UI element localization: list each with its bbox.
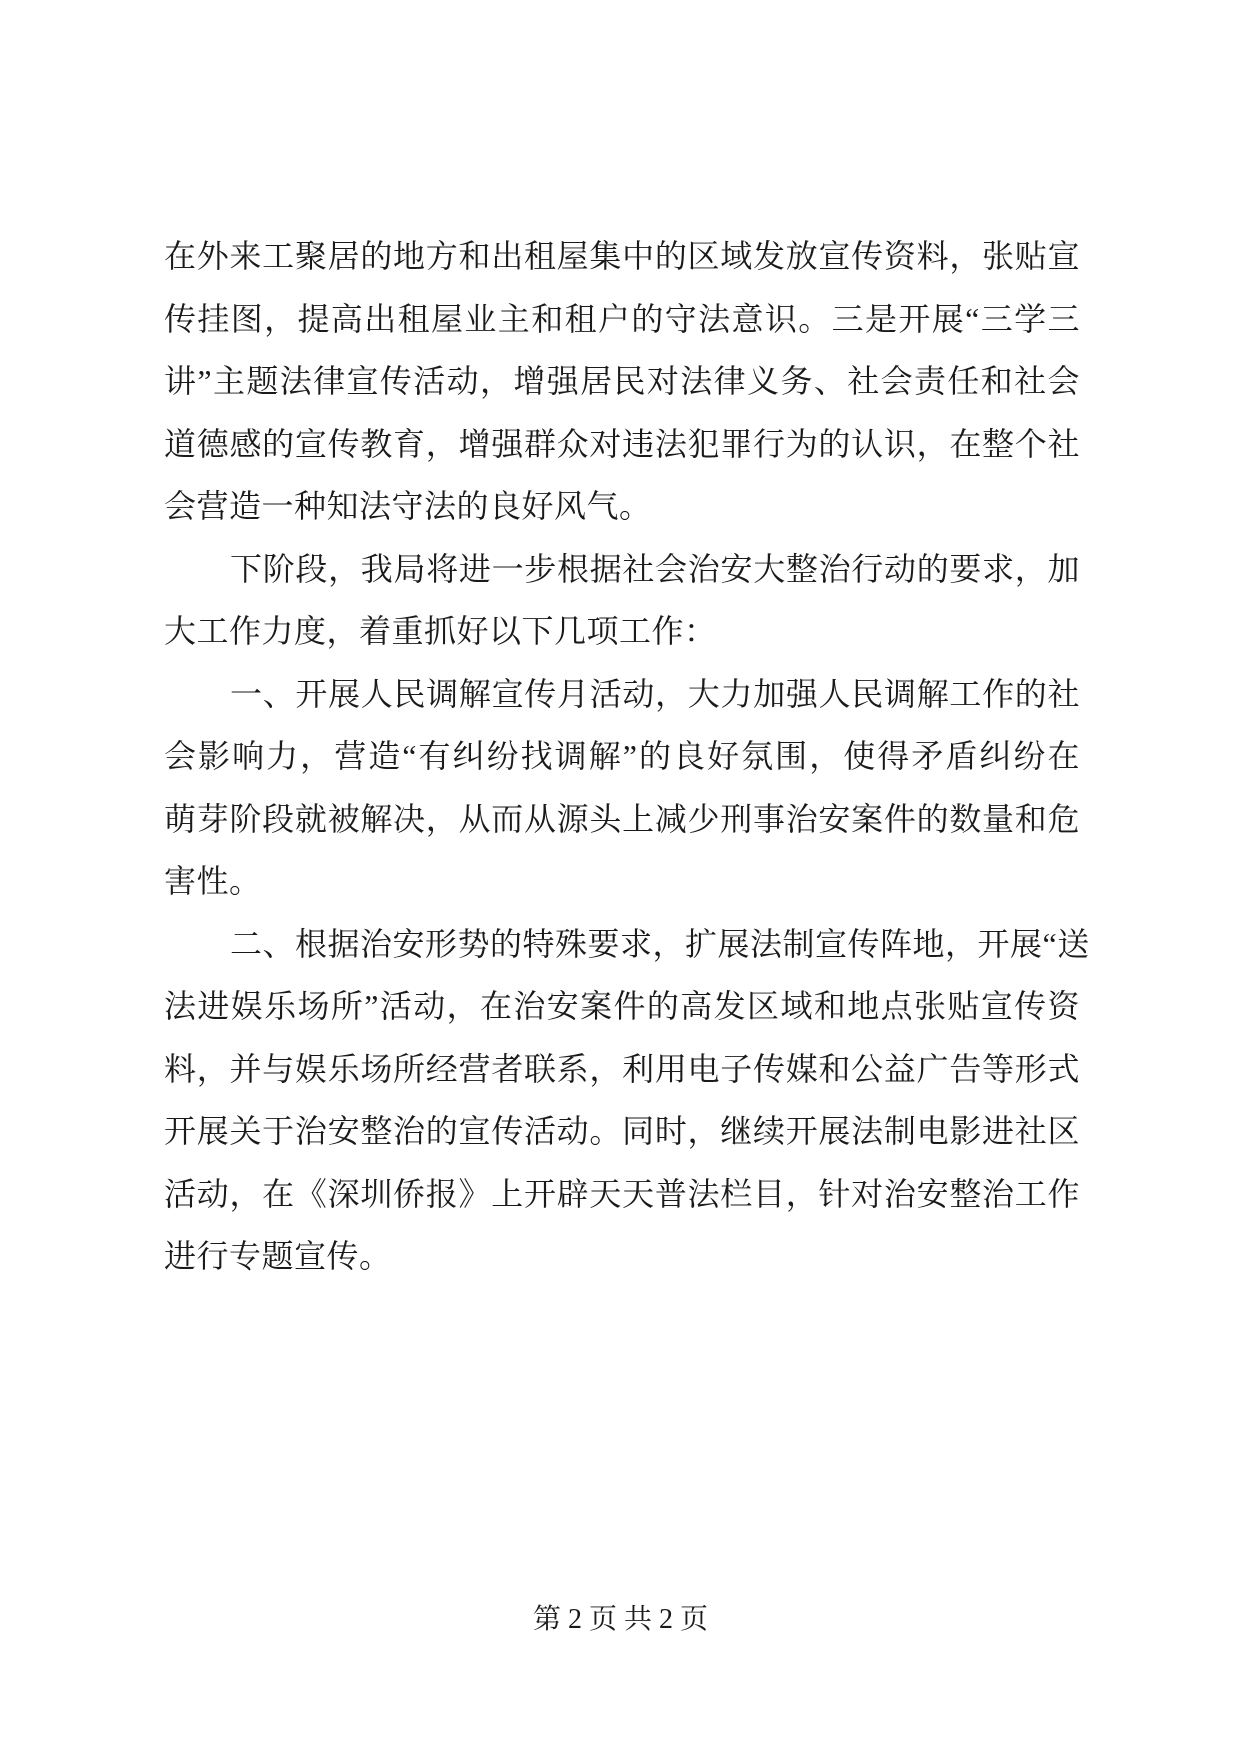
text-line: 法进娱乐场所”活动，在治安案件的高发区域和地点张贴宣传资 (164, 988, 1080, 1024)
text-line: 讲”主题法律宣传活动，增强居民对法律义务、社会责任和社会 (164, 363, 1080, 399)
text-line: 进行专题宣传。 (164, 1238, 392, 1274)
text-line: 开展关于治安整治的宣传活动。同时，继续开展法制电影进社区 (164, 1113, 1080, 1149)
text-line: 害性。 (164, 863, 262, 899)
text-line: 活动，在《深圳侨报》上开辟天天普法栏目，针对治安整治工作 (164, 1175, 1080, 1212)
text-line: 在外来工聚居的地方和出租屋集中的区域发放宣传资料，张贴宣 (164, 238, 1080, 274)
text-line: 道德感的宣传教育，增强群众对违法犯罪行为的认识，在整个社 (164, 425, 1080, 462)
text-line: 传挂图，提高出租屋业主和租户的守法意识。三是开展“三学三 (164, 300, 1080, 337)
document-body (164, 225, 1090, 1288)
text-line: 料，并与娱乐场所经营者联系，利用电子传媒和公益广告等形式 (164, 1050, 1080, 1087)
text-line: 大工作力度，着重抓好以下几项工作： (164, 613, 717, 649)
text-line: 萌芽阶段就被解决，从而从源头上减少刑事治安案件的数量和危 (164, 800, 1080, 837)
text-line: 会影响力，营造“有纠纷找调解”的良好氛围，使得矛盾纠纷在 (164, 738, 1080, 774)
text-line: 会营造一种知法守法的良好风气。 (164, 488, 652, 524)
text-line: 一、开展人民调解宣传月活动，大力加强人民调解工作的社 (230, 675, 1080, 712)
page-number: 第 2 页 共 2 页 (532, 1604, 708, 1635)
text-line: 二、根据治安形势的特殊要求，扩展法制宣传阵地，开展“送 (230, 925, 1090, 962)
text-line: 下阶段，我局将进一步根据社会治安大整治行动的要求，加 (230, 550, 1080, 587)
